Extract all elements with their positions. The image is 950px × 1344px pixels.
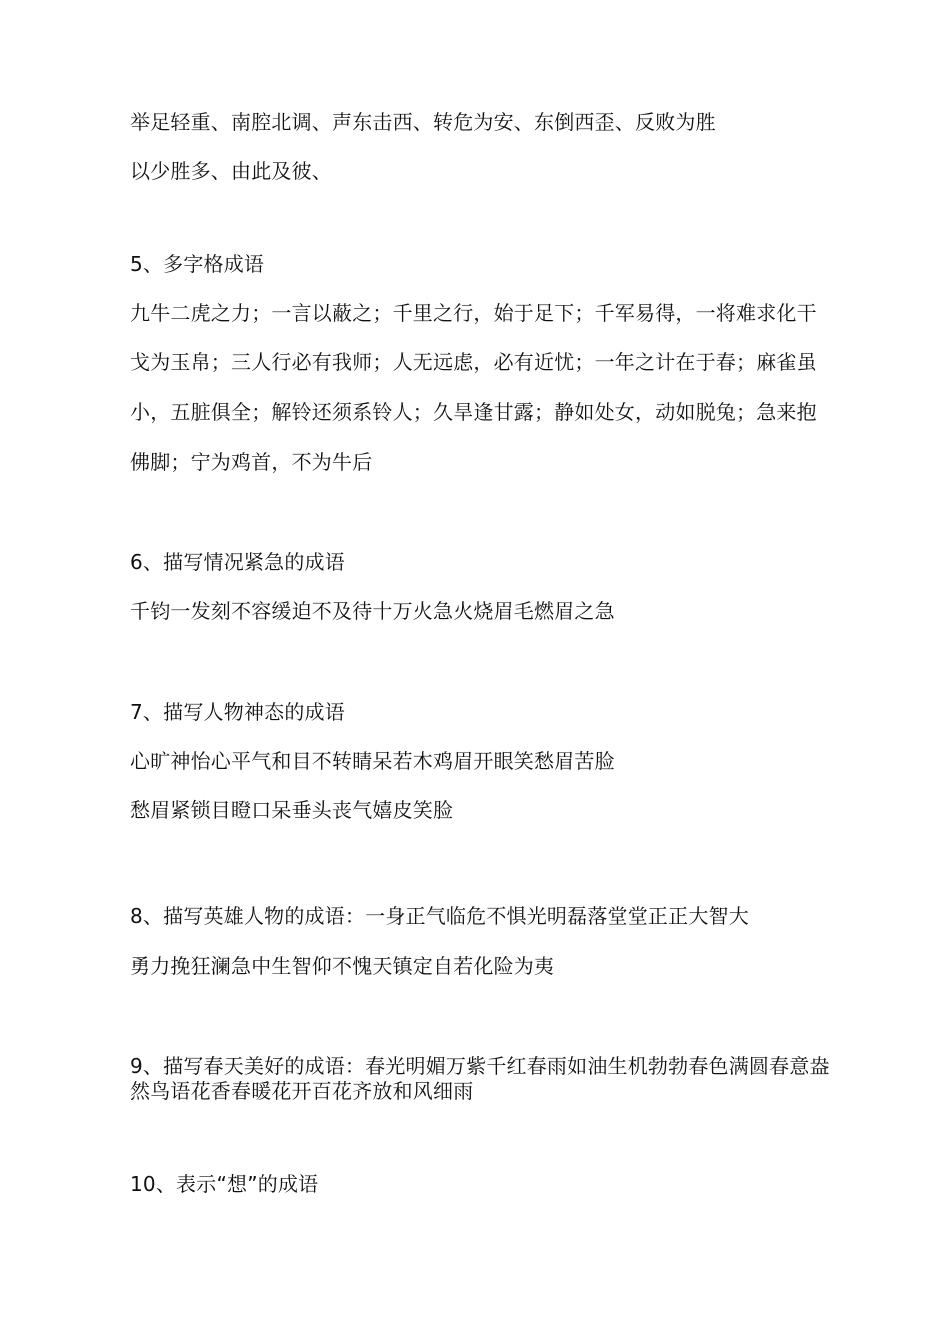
intro-line-1: 举足轻重、南腔北调、声东击西、转危为安、东倒西歪、反败为胜 <box>130 110 716 134</box>
section-5-line-1: 九牛二虎之力；一言以蔽之；千里之行，始于足下；千军易得，一将难求化干 <box>130 301 817 325</box>
section-5-line-3: 小，五脏俱全；解铃还须系铃人；久旱逢甘露；静如处女，动如脱兔；急来抱 <box>130 400 817 424</box>
section-9-line-1: 9、描写春天美好的成语：春光明媚万紫千红春雨如油生机勃勃春色满圆春意盎 <box>130 1054 830 1078</box>
section-7-heading: 7、描写人物神态的成语 <box>130 700 345 724</box>
section-7-line-2: 愁眉紧锁目瞪口呆垂头丧气嬉皮笑脸 <box>130 798 454 822</box>
section-5-heading: 5、多字格成语 <box>130 252 265 276</box>
section-10-heading: 10、表示“想”的成语 <box>130 1172 319 1196</box>
section-6-line-1: 千钧一发刻不容缓迫不及待十万火急火烧眉毛燃眉之急 <box>130 599 615 623</box>
section-8-line-2: 勇力挽狂澜急中生智仰不愧天镇定自若化险为夷 <box>130 954 555 978</box>
section-9-line-2: 然鸟语花香春暖花开百花齐放和风细雨 <box>130 1079 474 1103</box>
intro-line-2: 以少胜多、由此及彼、 <box>130 159 332 183</box>
section-5-line-2: 戈为玉帛；三人行必有我师；人无远虑，必有近忧；一年之计在于春；麻雀虽 <box>130 350 817 374</box>
section-7-line-1: 心旷神怡心平气和目不转睛呆若木鸡眉开眼笑愁眉苦脸 <box>130 749 615 773</box>
section-6-heading: 6、描写情况紧急的成语 <box>130 550 345 574</box>
section-5-line-4: 佛脚；宁为鸡首，不为牛后 <box>130 450 373 474</box>
section-8-line-1: 8、描写英雄人物的成语：一身正气临危不惧光明磊落堂堂正正大智大 <box>130 904 749 928</box>
